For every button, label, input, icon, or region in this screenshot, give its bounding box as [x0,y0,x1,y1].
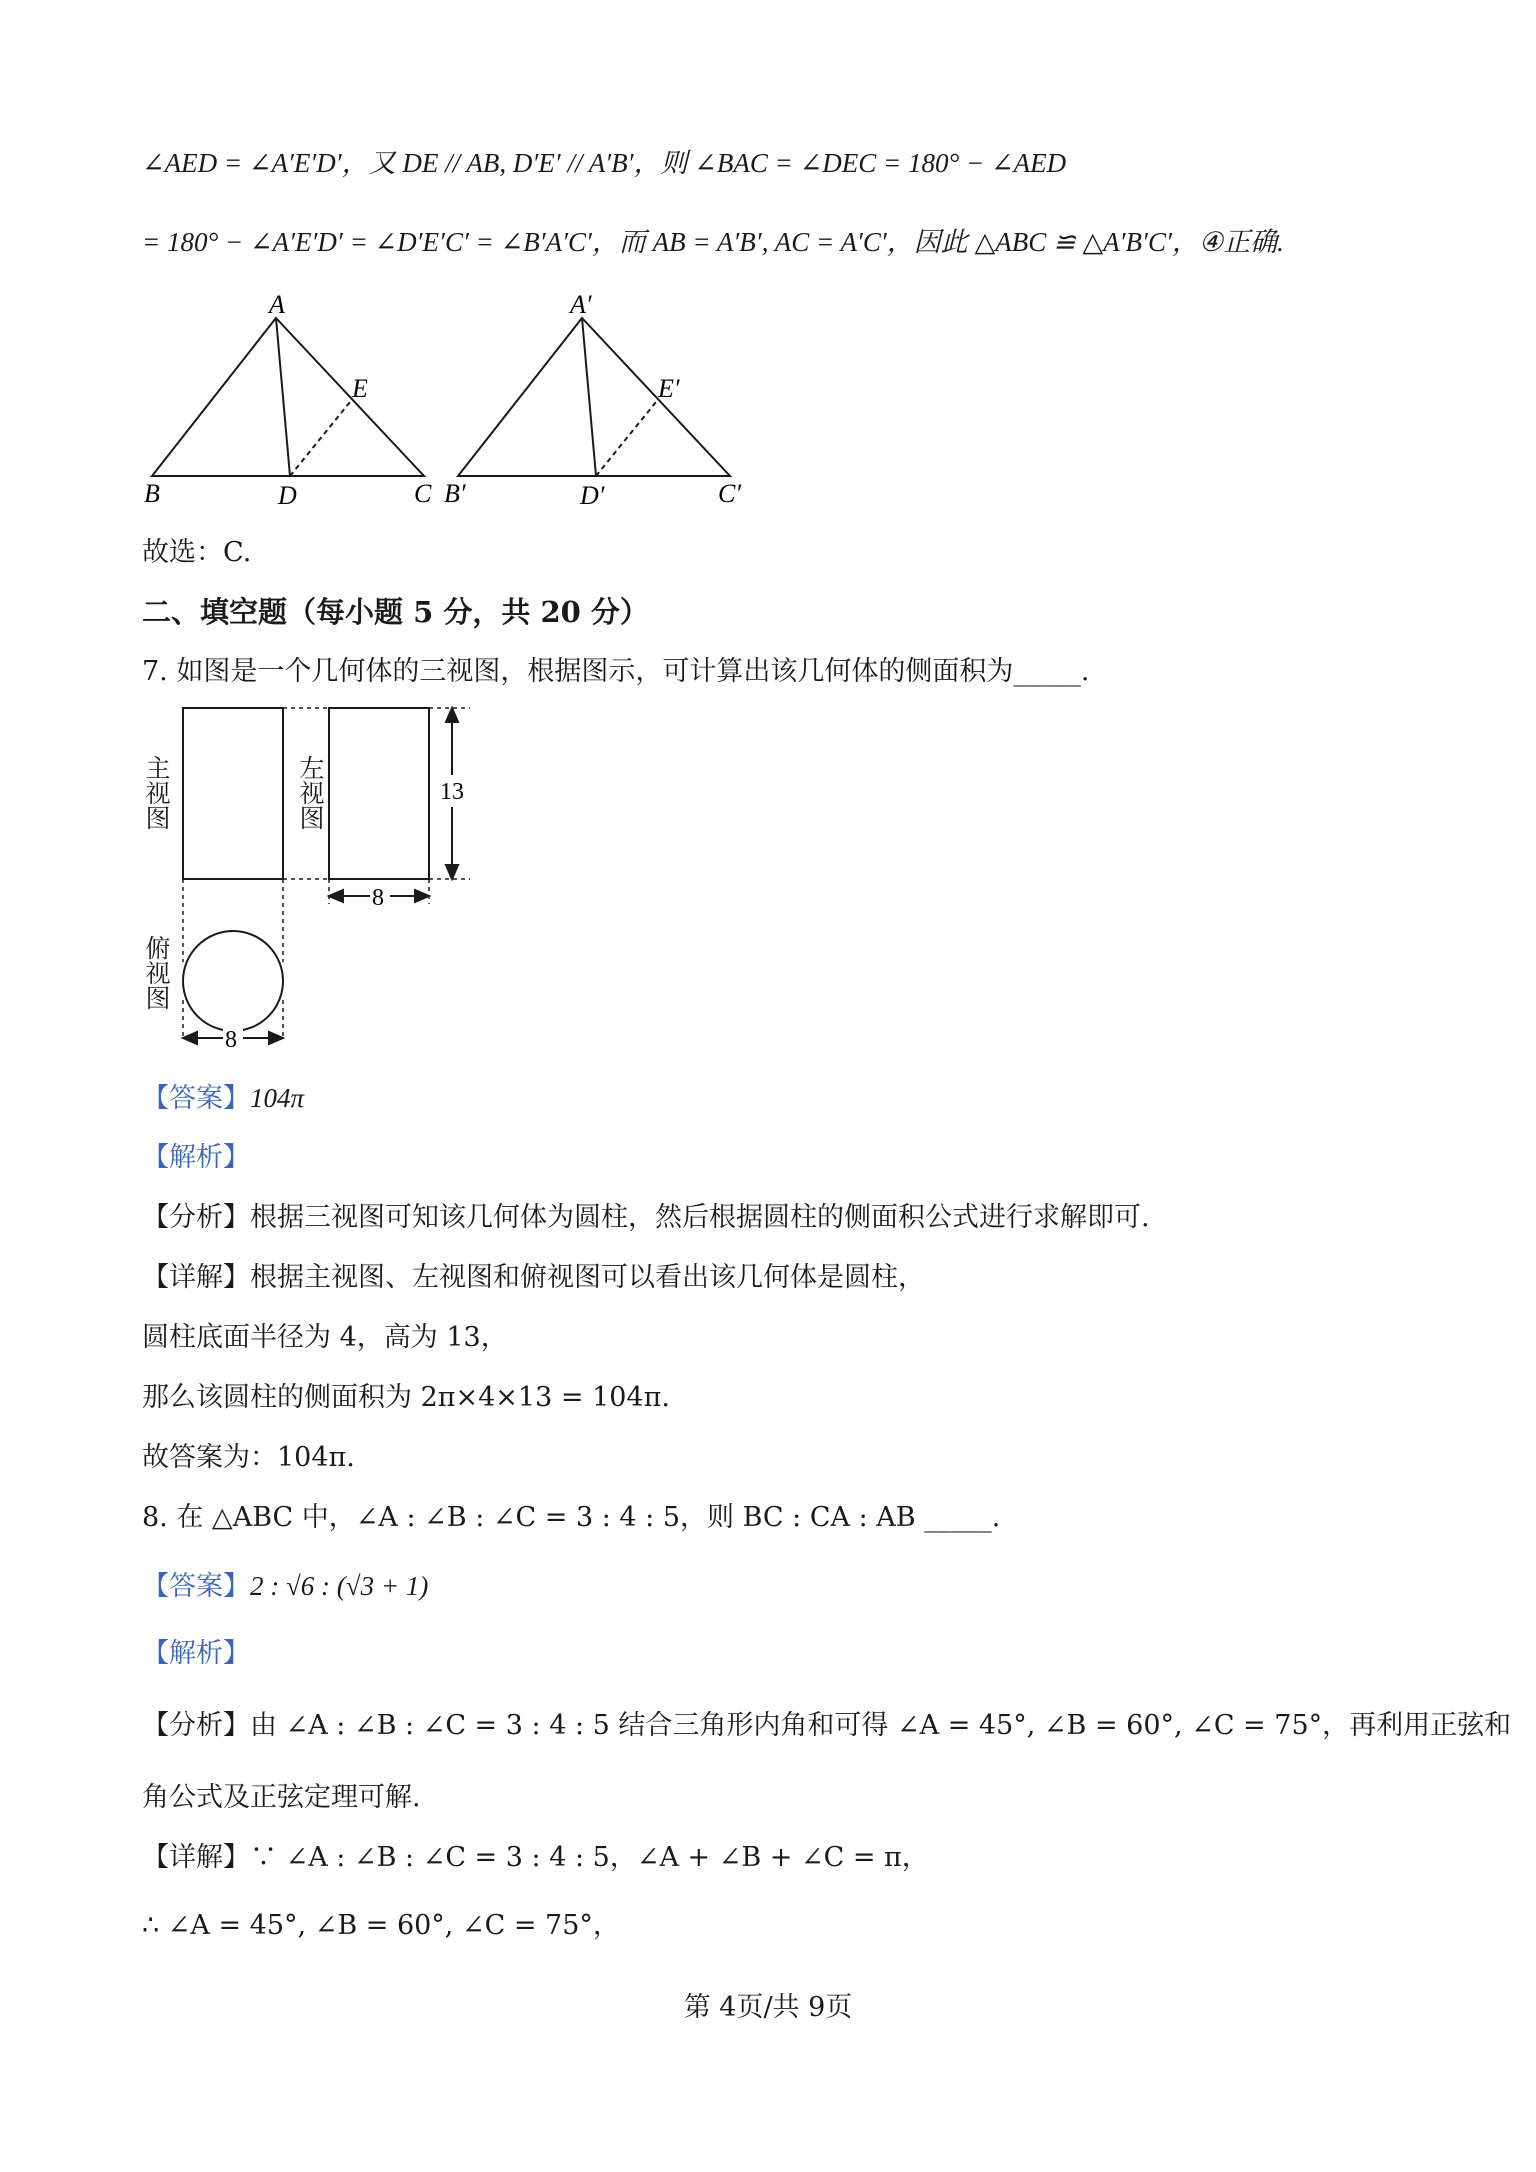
fenxi-text: 根据三视图可知该几何体为圆柱，然后根据圆柱的侧面积公式进行求解即可. [250,1202,1150,1233]
answer-tag: 【答案】 [142,1571,250,1602]
top-view-circle [183,931,283,1031]
analysis-8 [142,1706,1511,1746]
label-a: A [269,290,285,319]
xiangjie-tag: 【详解】 [142,1262,250,1293]
top-view-label: 俯视图 [142,935,171,1010]
triangle-a-prime [458,318,730,476]
analysis-8-line-2: 角公式及正弦定理可解. [142,1782,421,1813]
answer-8 [142,1566,428,1607]
answer-tag: 【答案】 [142,1083,250,1114]
proof-line-2: = 180° − ∠A′E′D′ = ∠D′E′C′ = ∠B′A′C′，而 AB = A′B′, AC = A′C′，因此 △ABC ≌ △A′B′C′，④正确. [142,227,1284,257]
front-view-rect [183,708,283,879]
answer-7 [142,1078,304,1119]
left-view-label: 左视图 [296,755,325,830]
detail-8-line-2: ∴ ∠A = 45°, ∠B = 60°, ∠C = 75°， [142,1910,620,1941]
xiangjie-text: ∵ ∠A : ∠B : ∠C = 3 : 4 : 5，∠A + ∠B + ∠C = π， [250,1842,929,1873]
label-d: D [278,481,297,510]
label-e-prime: E′ [658,374,680,403]
label-b-prime: B′ [444,479,466,508]
fenxi-text: 由 ∠A : ∠B : ∠C = 3 : 4 : 5 结合三角形内角和可得 ∠A = 45°, ∠B = 60°, ∠C = 75°，再利用正弦和 [250,1710,1512,1741]
label-c: C [414,479,432,508]
label-c-prime: C′ [718,479,742,508]
top-width-label: 8 [225,1027,237,1053]
detail-7-line-4: 故答案为：104π. [142,1442,355,1473]
label-a-prime: A′ [570,290,592,319]
front-view-label: 主视图 [142,755,171,830]
fenxi-tag: 【分析】 [142,1710,250,1741]
triangle-figures [140,290,760,520]
fenxi-tag: 【分析】 [142,1202,250,1233]
analysis-tag-7: 【解析】 [142,1142,250,1173]
projection-guides [183,708,470,1040]
choice-line: 故选：C. [142,537,252,568]
question-8: 8. 在 △ABC 中，∠A : ∠B : ∠C = 3 : 4 : 5，则 BC : CA : AB _____. [142,1502,1001,1533]
proof-line-1: ∠AED = ∠A′E′D′，又 DE // AB, D′E′ // A′B′，则 ∠BAC = ∠DEC = 180° − ∠AED [142,148,1067,178]
answer-value: 104π [250,1083,305,1113]
label-d-prime: D′ [580,481,605,510]
left-width-label: 8 [372,885,384,911]
label-e: E [352,374,368,403]
detail-7 [142,1258,925,1298]
question-7: 7. 如图是一个几何体的三视图，根据图示，可计算出该几何体的侧面积为_____. [142,656,1090,687]
label-b: B [144,479,160,508]
page-footer: 第 4页/共 9页 [683,1992,853,2023]
detail-8 [142,1838,929,1878]
section-heading: 二、填空题（每小题 5 分，共 20 分） [142,595,649,629]
answer-value: 2 : √6 : (√3 + 1) [250,1571,429,1601]
left-view-rect [329,708,429,879]
analysis-tag-8: 【解析】 [142,1638,250,1669]
analysis-7 [142,1198,1150,1238]
triangle-abc [152,318,424,476]
xiangjie-text: 根据主视图、左视图和俯视图可以看出该几何体是圆柱， [250,1262,925,1293]
detail-7-line-3: 那么该圆柱的侧面积为 2π×4×13 = 104π. [142,1382,670,1413]
xiangjie-tag: 【详解】 [142,1842,250,1873]
height-label: 13 [440,779,464,805]
detail-7-line-2: 圆柱底面半径为 4，高为 13， [142,1322,508,1353]
